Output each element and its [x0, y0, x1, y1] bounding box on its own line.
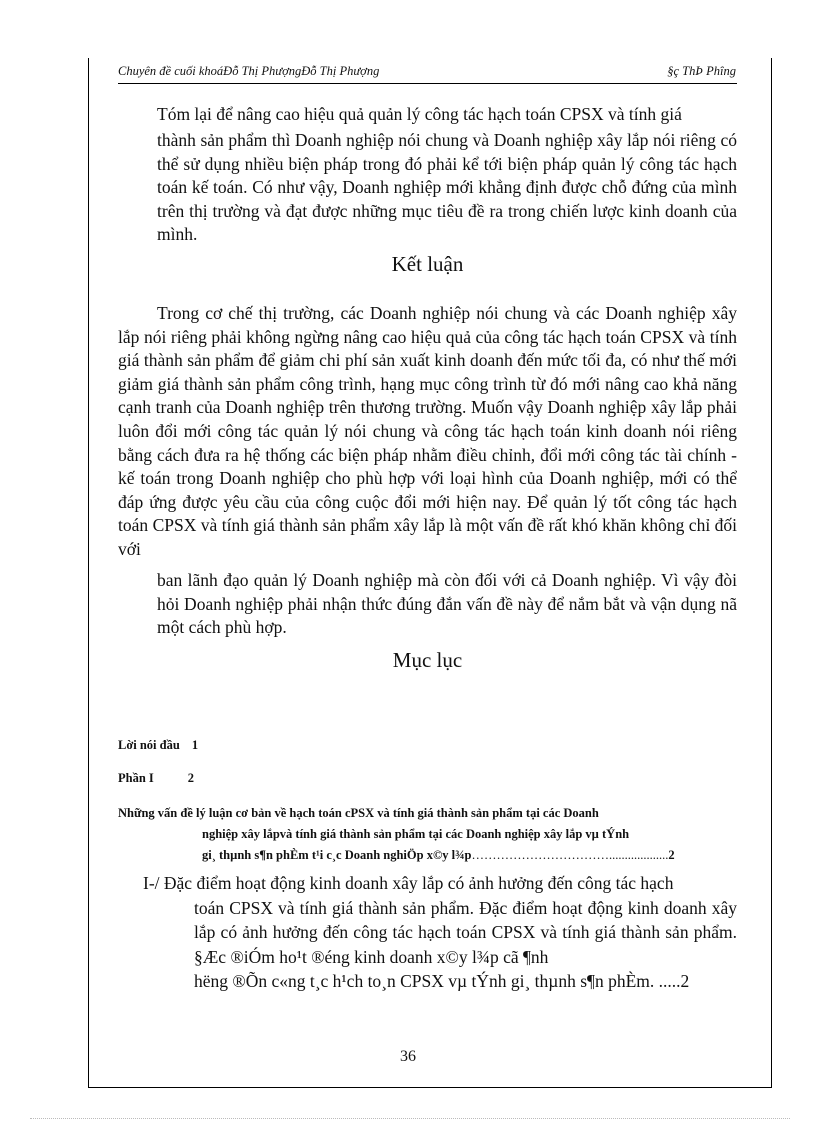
- header-left-text: Chuyên đề cuối khoáĐỗ Thị PhượngĐỗ Thị Phượng: [118, 64, 380, 78]
- toc-entry-page: 2: [187, 771, 195, 785]
- toc-entry-theory[interactable]: [118, 803, 737, 866]
- toc-entry-page: 2: [680, 971, 690, 991]
- toc-entry-line: [143, 969, 737, 994]
- toc-entry-line: Những vấn đề lý luận cơ bản về hạch toán cPSX và tính giá thành sản phẩm tại các Doanh: [118, 806, 599, 820]
- page-edge-separator: [30, 1118, 790, 1119]
- toc-entry-section-one[interactable]: [143, 871, 737, 994]
- paragraph-summary: thành sản phẩm thì Doanh nghiệp nói chung và Doanh nghiệp xây lắp nói riêng có thể sử dụng nhiều biện pháp trong đó phải kể tới biện pháp quản lý công tác hạch toán kế toán. Có như vậy, Doanh nghiệp mới khẳng định được chỗ đứng của mình trên thị trường và đạt được những mục tiêu đề ra trong chiến lược kinh doanh của mình.: [157, 130, 737, 245]
- toc-entry-line: [118, 845, 737, 866]
- toc-entry-page: 1: [191, 738, 199, 752]
- paragraph-summary-line1: Tóm lại để nâng cao hiệu quả quản lý công tác hạch toán CPSX và tính giá: [157, 104, 682, 124]
- toc-entry-label: Lời nói đầu: [118, 738, 180, 752]
- toc-entry-label: Phần I: [118, 771, 154, 785]
- toc-entry-part-one[interactable]: [118, 771, 194, 786]
- heading-table-of-contents: Mục lục: [392, 648, 463, 672]
- page-border-left: [88, 58, 89, 1088]
- paragraph-conclusion-continued: ban lãnh đạo quản lý Doanh nghiệp mà còn đối với cả Doanh nghiệp. Vì vậy đòi hỏi Doanh nghiệp phải nhận thức đúng đắn vấn đề này để nắm bắt và vận dụng nã một cách phù hợp.: [157, 570, 737, 638]
- heading-conclusion: Kết luận: [391, 252, 464, 276]
- toc-entry-preface[interactable]: [118, 738, 198, 753]
- toc-leader-dots: ……………………………...................: [471, 848, 669, 862]
- toc-entry-text: hëng ®Õn c«ng t¸c h¹ch to¸n CPSX vµ tÝnh gi¸ thµnh s¶n phÈm. .....: [194, 971, 681, 991]
- page-border-right: [771, 58, 772, 1088]
- toc-entry-line: toán CPSX và tính giá thành sản phẩm. Đặc điểm hoạt động kinh doanh xây lắp có ảnh hưởng đến công tác hạch toán CPSX và tính giá thành sản phẩm. §Æc ®iÓm ho¹t ®éng kinh doanh x©y l¾p cã ¶nh: [194, 897, 737, 967]
- toc-entry-line: nghiệp xây lắpvà tính giá thành sản phẩm tại các Doanh nghiệp xây lắp vµ tÝnh: [202, 827, 630, 841]
- page-number: 36: [400, 1048, 416, 1065]
- toc-entry-text: gi¸ thµnh s¶n phÈm t¹i c¸c Doanh nghiÖp x©y l¾p: [202, 848, 472, 862]
- toc-entry-line: I-/ Đặc điểm hoạt động kinh doanh xây lắp có ảnh hưởng đến công tác hạch: [143, 873, 674, 893]
- header-rule: [118, 83, 737, 84]
- paragraph-conclusion: Trong cơ chế thị trường, các Doanh nghiệp nói chung và các Doanh nghiệp xây lắp nói riêng phải không ngừng nâng cao hiệu quả của công tác hạch toán CPSX và tính giá thành sản phẩm để giảm chi phí sản xuất kinh doanh đến mức tối đa, có như thế mới giảm giá thành sản phẩm công trình, hạng mục công trình từ đó mới nâng cao khả năng cạnh tranh của Doanh nghiệp trên thương trường. Muốn vậy Doanh nghiệp xây lắp phải luôn đổi mới công tác quản lý nói chung và công tác hạch toán kinh doanh nói riêng bằng cách đưa ra hệ thống các biện pháp nhằm điều chỉnh, đổi mới công tác tài chính - kế toán trong Doanh nghiệp cho phù hợp với loại hình của Doanh nghiệp, mới có thể đáp ứng được yêu cầu của công cuộc đổi mới hiện nay. Để quản lý tốt công tác hạch toán CPSX và tính giá thành sản phẩm xây lắp là một vấn đề rất khó khăn không chỉ đối với: [118, 303, 737, 559]
- toc-entry-page: 2: [668, 848, 675, 862]
- header-right-text: §ç ThÞ Phîng: [667, 64, 736, 78]
- page-border-bottom: [88, 1087, 772, 1088]
